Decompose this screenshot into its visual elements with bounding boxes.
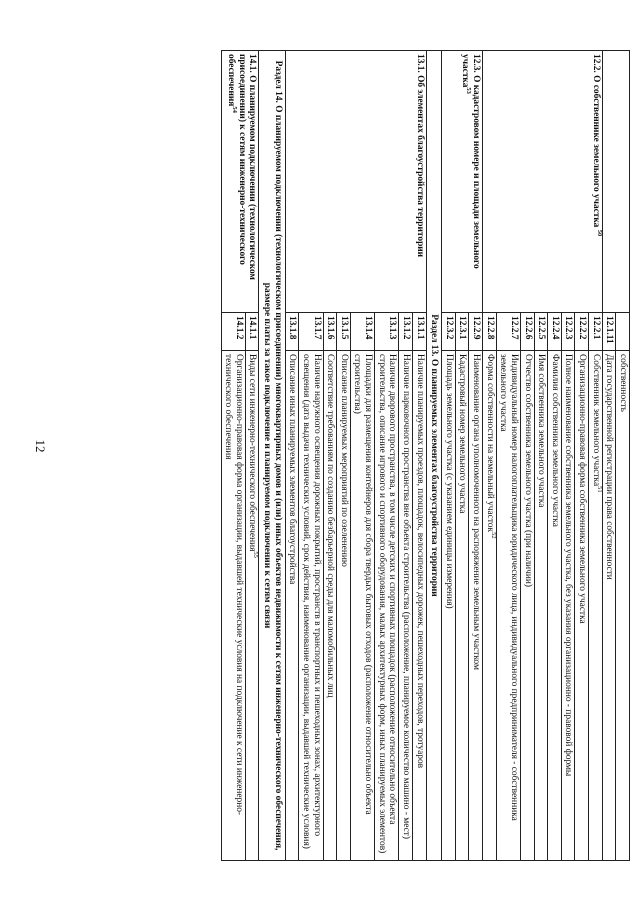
item-number: 12.2.6: [521, 313, 535, 351]
banner-text: Раздел 13. О планируемых элементах благоустройства территории: [426, 51, 442, 861]
item-text: Форма собственности на земельный участок$^{52}$: [483, 351, 497, 861]
item-number: 12.2.3: [561, 313, 575, 351]
item-number: 12.2.2: [575, 313, 589, 351]
item-text: Виды сети инженерно-технического обеспечения$^{55}$: [245, 351, 259, 861]
item-number: 12.3.1: [455, 313, 469, 351]
item-number: 13.1.4: [350, 313, 374, 351]
section-12-3: 12.3. О кадастровом номере и площади земельного участка$^{53}$: [442, 51, 483, 313]
item-text: Собственник земельного участка$^{51}$: [589, 351, 603, 861]
section-banner-14: [259, 51, 285, 861]
item-text: Описание иных планируемых элементов благоустройства: [285, 351, 299, 861]
item-text: Имя собственника земельного участка: [534, 351, 548, 861]
section-banner-13: [426, 51, 442, 861]
item-number: 13.1.3: [375, 313, 399, 351]
table-row: [616, 51, 630, 861]
item-number: 14.1.2: [221, 313, 245, 351]
item-text: Площадки для размещения контейнеров для сбора твердых бытовых отходов (расположение относительно объекта строительства): [350, 351, 374, 861]
item-text: собственность: [616, 351, 630, 861]
item-text: Наличие планируемых проездов, площадок, велосипедных дорожек, пешеходных переходов, тротуаров: [413, 351, 427, 861]
table-row: [589, 51, 603, 861]
item-number: 12.2.1: [589, 313, 603, 351]
item-text: Дата государственной регистрации права собственности: [602, 351, 616, 861]
item-number: 12.2.8: [483, 313, 497, 351]
item-number: 13.1.6: [323, 313, 337, 351]
item-text: Полное наименование собственника земельного участка, без указания организационно - правовой формы: [561, 351, 575, 861]
section-12-2: 12.2. О собственнике земельного участка $^{50}$: [483, 51, 603, 313]
table-row: [245, 51, 259, 861]
item-number: 13.1.1: [413, 313, 427, 351]
item-number: 12.2.9: [469, 313, 483, 351]
banner-text: Раздел 14. О планируемом подключении (технологическом присоединении) многоквартирных домов и (или) иных объектов недвижимости к сетям инженерно-технического обеспечения, размере платы за такое подключение и планируемом подключении к сетям связи: [259, 51, 285, 861]
item-number: 12.2.7: [496, 313, 520, 351]
item-text: Организационно-правовая форма организации, выдавшей технические условия на подключение к сети инженерно-технического обеспечения: [221, 351, 245, 861]
item-text: Соответствие требованиям по созданию безбарьерной среды для маломобильных лиц: [323, 351, 337, 861]
item-number: 12.2.5: [534, 313, 548, 351]
item-text: Наличие наружного освещения дорожных покрытий, пространств в транспортных и пешеходных зонах, архитектурного освещения (дата выдачи технических условий, срок действия, наименование организации, выдавшей технические условия): [299, 351, 323, 861]
table-row: [469, 51, 483, 861]
section-13-1: 13.1. Об элементах благоустройства территории: [285, 51, 426, 313]
item-number: 13.1.2: [399, 313, 413, 351]
item-text: Наличие дворового пространства, в том числе детских и спортивных площадок (расположение относительно объекта строительства, описание игрового и спортивного оборудования, малых архитектурных форм, иных планируемых элементов): [375, 351, 399, 861]
item-number: [616, 313, 630, 351]
item-number: 12.2.4: [548, 313, 562, 351]
item-number: 14.1.1: [245, 313, 259, 351]
item-number: 12.1.11: [602, 313, 616, 351]
table-row: [413, 51, 427, 861]
item-text: Наличие парковочного пространства вне объекта строительства (расположение, планируемое количество машино - мест): [399, 351, 413, 861]
rotated-page: [70, 50, 630, 860]
item-text: Кадастровый номер земельного участка: [455, 351, 469, 861]
section-14-1: 14.1. О планируемом подключении (технологическом присоединении) к сетям инженерно-технического обеспечения$^{54}$: [221, 51, 259, 313]
item-text: Наименование органа уполномоченного на распоряжение земельным участком: [469, 351, 483, 861]
info-table: [221, 50, 630, 861]
item-number: 12.3.2: [442, 313, 456, 351]
item-text: Описание планируемых мероприятий по озеленению: [337, 351, 351, 861]
item-text: Площадь земельного участка (с указанием единицы измерения): [442, 351, 456, 861]
section-cell-empty: [602, 51, 629, 313]
item-number: 13.1.8: [285, 313, 299, 351]
item-text: Фамилия собственника земельного участка: [548, 351, 562, 861]
item-text: Организационно-правовая форма собственника земельного участка: [575, 351, 589, 861]
item-text: Отчество собственника земельного участка (при наличии): [521, 351, 535, 861]
item-text: Индивидуальный номер налогоплательщика юридического лица, индивидуального предпринимателя - собственника земельного участка: [496, 351, 520, 861]
item-number: 13.1.7: [299, 313, 323, 351]
page-number: 12: [33, 439, 48, 453]
item-number: 13.1.5: [337, 313, 351, 351]
